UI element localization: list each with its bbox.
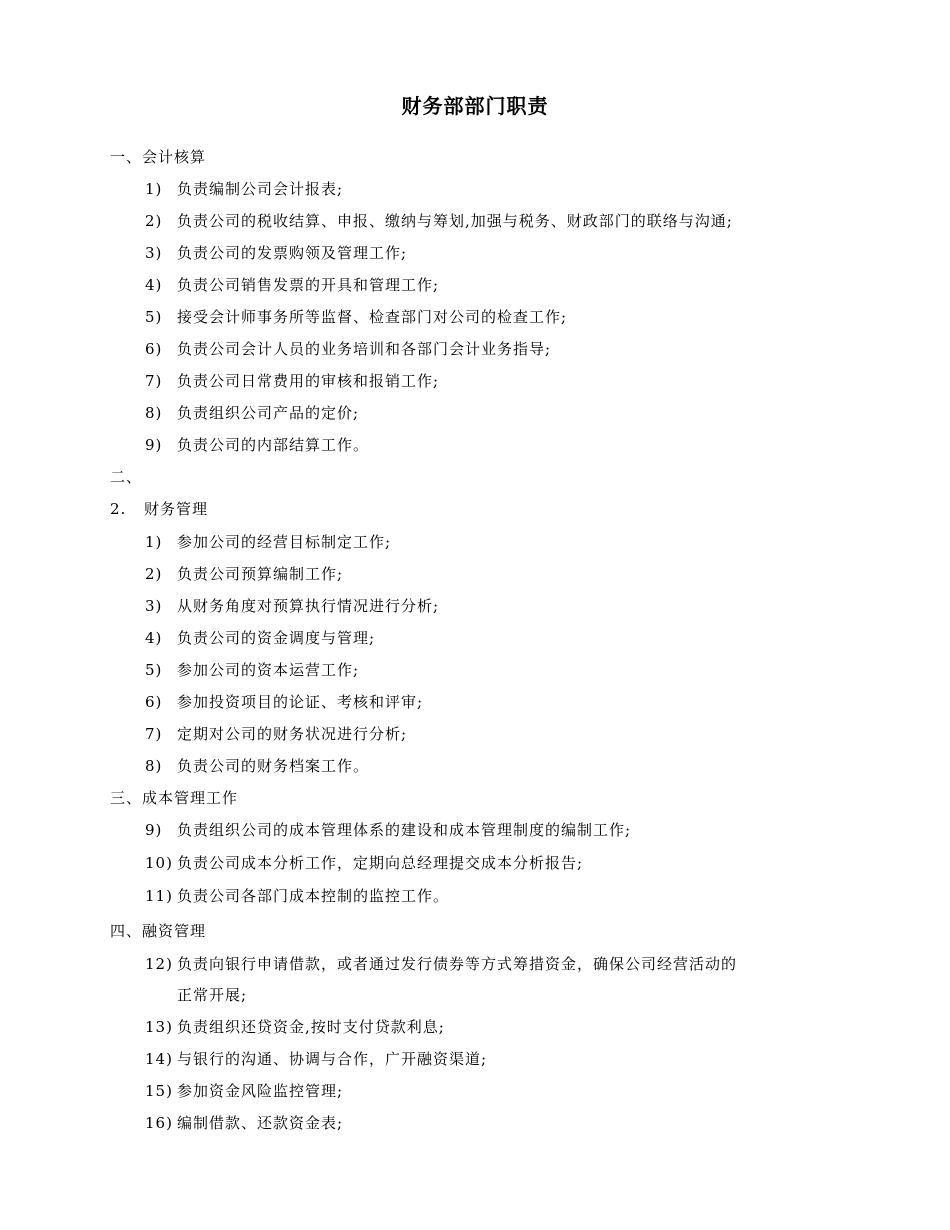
list-item <box>145 371 439 391</box>
list-item <box>145 724 407 744</box>
item-text: 参加资金风险监控管理; <box>177 1082 344 1100</box>
item-number: 3) <box>145 597 163 615</box>
section-number: 2. <box>110 500 127 518</box>
list-item <box>145 886 449 906</box>
list-item <box>145 435 369 455</box>
item-text: 从财务角度对预算执行情况进行分析; <box>177 597 440 615</box>
list-item <box>145 596 439 616</box>
item-number: 1) <box>145 180 163 198</box>
item-number: 2) <box>145 565 163 583</box>
list-item <box>145 756 369 776</box>
item-text: 参加公司的资本运营工作; <box>177 661 360 679</box>
list-item <box>145 307 567 327</box>
item-number: 13) <box>145 1018 173 1036</box>
list-item <box>145 243 407 263</box>
item-number: 11) <box>145 887 173 905</box>
item-number: 12) <box>145 955 173 973</box>
section-heading-text: 财务管理 <box>144 500 209 518</box>
item-text: 负责公司会计人员的业务培训和各部门会计业务指导; <box>177 340 552 358</box>
item-number: 7) <box>145 725 163 743</box>
item-text: 负责公司的税收结算、申报、缴纳与筹划,加强与税务、财政部门的联络与沟通; <box>177 212 733 230</box>
item-text: 负责公司各部门成本控制的监控工作。 <box>177 887 450 905</box>
item-text: 参加投资项目的论证、考核和评审; <box>177 693 424 711</box>
item-text: 与银行的沟通、协调与合作，广开融资渠道; <box>177 1050 488 1068</box>
item-text: 负责编制公司会计报表; <box>177 180 344 198</box>
item-number: 6) <box>145 693 163 711</box>
item-number: 8) <box>145 757 163 775</box>
item-number: 14) <box>145 1050 173 1068</box>
item-text: 负责组织公司的成本管理体系的建设和成本管理制度的编制工作; <box>177 821 632 839</box>
list-item <box>145 1113 343 1133</box>
item-text: 负责公司的资金调度与管理; <box>177 629 376 647</box>
section-heading-finance-management <box>110 499 208 519</box>
item-number: 16) <box>145 1114 173 1132</box>
item-text: 负责公司的发票购领及管理工作; <box>177 244 408 262</box>
item-number: 15) <box>145 1082 173 1100</box>
item-text: 接受会计师事务所等监督、检查部门对公司的检查工作; <box>177 308 568 326</box>
item-text: 负责公司的内部结算工作。 <box>177 436 370 454</box>
list-item-continuation: 正常开展; <box>177 986 248 1004</box>
list-item <box>145 628 375 648</box>
item-text: 负责公司预算编制工作; <box>177 565 344 583</box>
list-item <box>145 179 343 199</box>
list-item <box>145 1049 487 1069</box>
item-text: 负责公司销售发票的开具和管理工作; <box>177 276 440 294</box>
item-text: 负责向银行申请借款，或者通过发行债券等方式筹措资金，确保公司经营活动的 <box>177 955 738 973</box>
list-item <box>145 211 733 231</box>
list-item <box>145 1017 445 1037</box>
item-text: 编制借款、还款资金表; <box>177 1114 344 1132</box>
list-item <box>145 532 391 552</box>
list-item <box>145 403 359 423</box>
list-item <box>145 1081 343 1101</box>
item-number: 6) <box>145 340 163 358</box>
page-title: 财务部部门职责 <box>401 94 549 118</box>
section-heading-financing: 四、融资管理 <box>110 922 207 940</box>
item-number: 9) <box>145 821 163 839</box>
item-text: 负责组织公司产品的定价; <box>177 404 360 422</box>
item-number: 8) <box>145 404 163 422</box>
item-number: 2) <box>145 212 163 230</box>
section-heading-accounting: 一、会计核算 <box>110 148 207 166</box>
item-number: 10) <box>145 854 173 872</box>
item-text: 定期对公司的财务状况进行分析; <box>177 725 408 743</box>
item-text: 负责组织还贷资金,按时支付贷款利息; <box>177 1018 445 1036</box>
section-marker: 二、 <box>110 468 143 486</box>
list-item <box>145 692 423 712</box>
item-number: 5) <box>145 661 163 679</box>
list-item <box>145 954 737 974</box>
list-item <box>145 339 551 359</box>
item-text: 负责公司成本分析工作，定期向总经理提交成本分析报告; <box>177 854 584 872</box>
list-item <box>145 820 631 840</box>
item-number: 4) <box>145 276 163 294</box>
item-text: 负责公司日常费用的审核和报销工作; <box>177 372 440 390</box>
item-text: 参加公司的经营目标制定工作; <box>177 533 392 551</box>
list-item <box>145 275 439 295</box>
section-heading-cost-management: 三、成本管理工作 <box>110 789 239 807</box>
item-text: 负责公司的财务档案工作。 <box>177 757 370 775</box>
item-number: 1) <box>145 533 163 551</box>
item-number: 9) <box>145 436 163 454</box>
item-number: 5) <box>145 308 163 326</box>
item-number: 4) <box>145 629 163 647</box>
item-number: 7) <box>145 372 163 390</box>
list-item <box>145 564 343 584</box>
list-item <box>145 853 583 873</box>
list-item <box>145 660 359 680</box>
item-number: 3) <box>145 244 163 262</box>
